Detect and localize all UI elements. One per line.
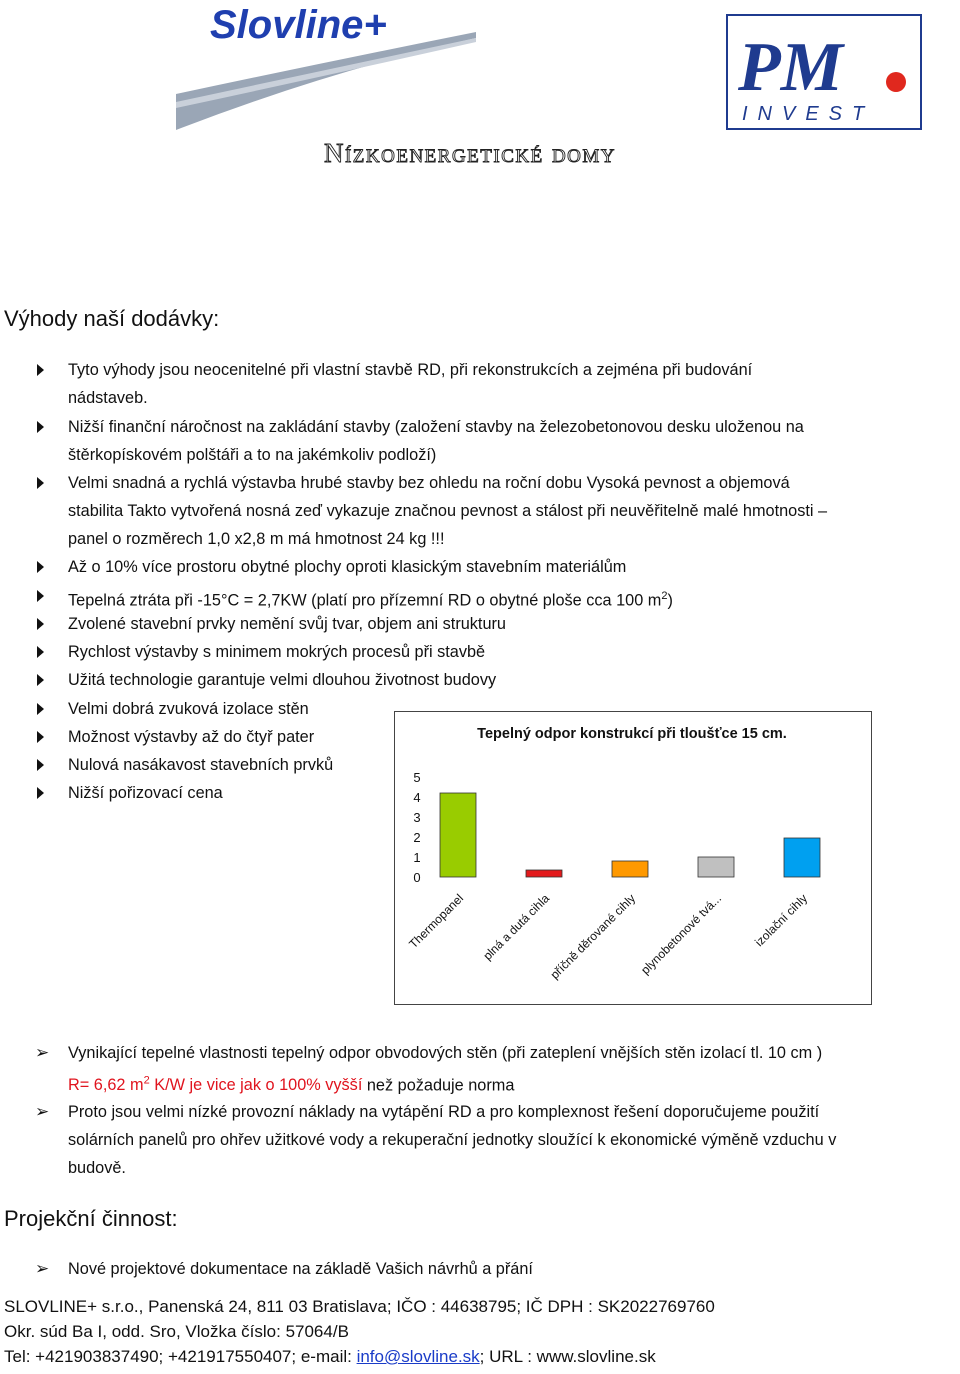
list-item: Velmi snadná a rychlá výstavba hrubé stavby bez ohledu na roční dobu Vysoká pevnost a objemová stabilita Takto vytvořená nosná zeď vykazuje značnou pevnost a stálost při neuvěřitelně malé hmotnosti – panel o rozměrech 1,0 x2,8 m má hmotnost 24 kg !!! [68,469,827,553]
footer-court-line: Okr. súd Ba I, odd. Sro, Vložka číslo: 57064/B [4,1322,349,1341]
page-title: Nízkoenergetické domy [323,138,617,168]
list-item: Zvolené stavební prvky nemění svůj tvar, objem ani strukturu [68,610,506,638]
chevron-right-icon: ➢ [35,1102,50,1121]
list-item: ➢ Proto jsou velmi nízké provozní náklady na vytápění RD a pro komplexnost řešení doporučujeme použití solárních panelů pro ohřev užitkové vody a rekuperační jednotky sloužící k ekonomické výměně vzduchu v budově. [68,1098,836,1182]
bullet-arrow-icon [37,731,44,743]
chart-bar [526,870,562,877]
pm-logo-subtext: INVEST [742,103,875,125]
chart-title: Tepelný odpor konstrukcí při tloušťce 15 cm. [477,726,787,742]
list-item: Nižší pořizovací cena [68,779,223,807]
slovline-logo-graphic [176,2,476,132]
list-item: Až o 10% více prostoru obytné plochy oproti klasickým stavebním materiálům [68,553,626,581]
y-tick-label: 5 [413,770,421,785]
pm-logo-text: PM [738,29,843,106]
chart-bar [612,861,648,877]
x-tick-label: plynobetonové tvá... [638,891,725,978]
y-tick-label: 4 [413,790,421,805]
slovline-logo [176,2,476,132]
bullet-arrow-icon [37,364,44,376]
y-tick-label: 3 [413,810,421,825]
x-tick-label: plná a dutá cihla [480,891,553,963]
bullet-arrow-icon [37,477,44,489]
pm-invest-logo [726,14,922,130]
thermal-resistance-chart [394,711,872,1005]
x-tick-label: příčně děrované cihly [547,891,639,982]
email-link[interactable]: info@slovline.sk [356,1347,480,1366]
bullet-arrow-icon [37,787,44,799]
chart-bar [440,793,476,877]
bullet-arrow-icon [37,590,44,602]
bullet-arrow-icon [37,646,44,658]
footer-company-line: SLOVLINE+ s.r.o., Panenská 24, 811 03 Bratislava; IČO : 44638795; IČ DPH : SK2022769760 [4,1297,715,1316]
x-tick-label: izolační cihly [752,891,811,950]
chevron-right-icon: ➢ [35,1259,50,1278]
list-item: Užitá technologie garantuje velmi dlouhou životnost budovy [68,666,496,694]
list-item: Velmi dobrá zvuková izolace stěn [68,695,309,723]
bullet-arrow-icon [37,759,44,771]
list-item: Rychlost výstavby s minimem mokrých procesů při stavbě [68,638,485,666]
y-tick-label: 2 [413,830,421,845]
chart-svg [395,712,870,1003]
slovline-logo-text: Slovline+ [210,3,387,47]
list-item: Tyto výhody jsou neocenitelné při vlastní stavbě RD, při rekonstrukcích a zejména při budování nádstaveb. [68,356,752,412]
chart-plot-area [406,770,820,982]
chart-bar [698,857,734,877]
chevron-right-icon: ➢ [35,1043,50,1062]
list-item: Nulová nasákavost stavebních prvků [68,751,333,779]
bullet-arrow-icon [37,618,44,630]
thermal-resistance-value: R= 6,62 $m^2$ K/W je vice jak o 100% vyšší [68,1075,363,1095]
chart-bar [784,838,820,877]
bullet-arrow-icon [37,703,44,715]
list-item: Možnost výstavby až do čtyř pater [68,723,314,751]
y-tick-label: 0 [413,870,421,885]
section-heading-advantages: Výhody naší dodávky: [4,306,220,331]
list-item: Tepelná ztráta při -15°C = 2,7KW (platí pro přízemní RD o obytné ploše cca 100 $m^2$) [68,582,673,614]
list-item: ➢ Nové projektové dokumentace na základě Vašich návrhů a přání [68,1255,533,1283]
bullet-arrow-icon [37,674,44,686]
section-heading-projects: Projekční činnost: [4,1206,178,1231]
x-tick-label: Thermopanel [406,891,467,952]
list-item: Nižší finanční náročnost na zakládání stavby (založení stavby na železobetonovou desku uloženou na štěrkopískovém polštáři a to na jakémkoliv podloží) [68,413,804,469]
pm-invest-logo-graphic [728,16,920,128]
bullet-arrow-icon [37,561,44,573]
bullet-arrow-icon [37,421,44,433]
list-item: ➢ Vynikající tepelné vlastnosti tepelný odpor obvodových stěn (při zateplení vnějších stěn izolací tl. 10 cm ) R= 6,62 $m^2$ K/W je vice jak o 100% vyšší než požaduje norma [68,1039,822,1099]
footer-contact-line: Tel: +421903837490; +421917550407; e-mail: info@slovline.sk; URL : www.slovline.sk [4,1347,656,1366]
y-tick-label: 1 [413,850,421,865]
